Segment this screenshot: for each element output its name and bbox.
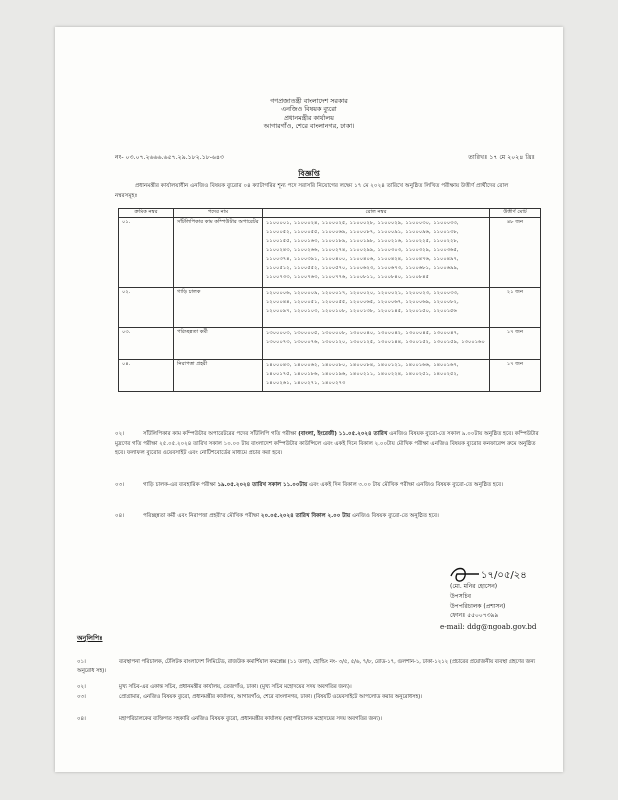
row-total: ৪৮ জন	[490, 218, 541, 288]
table-row	[119, 360, 541, 392]
instruction-paragraph-3	[115, 481, 541, 491]
paragraph-text: গাড়ি চালক-এর ব্যবহারিক পরীক্ষা	[143, 482, 218, 488]
letterhead-line-1: গণপ্রজাতন্ত্রী বাংলাদেশ সরকার	[270, 97, 348, 105]
signatory-email: e-mail: ddg@ngoab.gov.bd	[440, 622, 537, 631]
header-total: উত্তীর্ণ মোট	[490, 209, 541, 218]
notice-paper	[55, 27, 563, 772]
cc-heading: অনুলিপিঃ	[77, 634, 103, 642]
paragraph-bold-text: ১৯.০৫.২০২৪ তারিখ সকাল ১১.০০টায়	[217, 482, 308, 488]
signature-date: ১৭/০৫/২৪	[481, 570, 527, 581]
table-row	[119, 218, 541, 288]
paragraph-text: পরিচ্ছন্নতা কর্মী এবং নিরাপত্তা প্রহরী'র মৌখিক পরীক্ষা	[143, 513, 261, 519]
cc-text: মহাপরিচালকের ব্যক্তিগত সহকারি এনজিও বিষয়ক ব্যুরো, প্রধানমন্ত্রীর কার্যালয় (মহাপরিচালক মহোদয়ের সদয় অবগতির জন্য)।	[119, 716, 382, 722]
cc-number: ০৪।	[77, 716, 86, 722]
row-total: ১৭ জন	[490, 360, 541, 392]
cc-item	[77, 658, 547, 675]
cc-item	[77, 715, 547, 724]
paragraph-text-cont: এবং একই দিন বিকাল ৩.০০ টায় মৌখিক পরীক্ষা এনজিও বিষয়ক ব্যুরো-তে অনুষ্ঠিত হবে।	[307, 482, 504, 488]
row-rolls: ১২০০০০৬, ১২০০০০৯, ১২০০০১৭, ১২০০০২০, ১২০০০২১, ১২০০০২৩, ১২০০০৩৩, ১২০০০৪৪, ১২০০০৫১, ১২০০০৫৫, ১২০০০৬৫, ১২০০০৬৭, ১২০০০৬৯, ১২০০০৮২, ১২০০০৯৭, ১২০০১০৩, ১২০০১০৮, ১২০০১৩৮, ১২০০১৪৫, ১২০০১৫০, ১২০০১৫৬	[263, 288, 490, 328]
signatory-designation: উপসচিব	[450, 592, 472, 600]
cc-number: ০৩।	[77, 694, 86, 700]
cc-item	[77, 693, 547, 702]
row-serial: ০২.	[119, 288, 174, 328]
notice-title: বিজ্ঞপ্তি	[298, 169, 320, 178]
table-row	[119, 288, 541, 328]
letterhead-line-4: আগারগাঁও, শেরে বাংলানগর, ঢাকা।	[263, 122, 355, 131]
cc-text: মুখ্য সচিব-এর একান্ত সচিব, প্রধানমন্ত্রীর কার্যালয়, তেজগাঁও, ঢাকা। (মুখ্য সচিব মহোদয়ের সদয় অবগতির জন্য)।	[119, 684, 352, 690]
cc-number: ০১।	[77, 659, 86, 665]
signatory-name: (মো. মনির হোসেন)	[450, 583, 498, 590]
paragraph-bold-text: (বাংলা, ইংরেজী) ১১.০৫.২০২৪ তারিখ	[298, 431, 388, 437]
cc-number: ০২।	[77, 684, 86, 690]
letterhead	[55, 97, 563, 131]
row-rolls: ১৪০০০৪৩, ১৪০০০৬২, ১৪০০০৮০, ১৪০০০৮৪, ১৪০০১২১, ১৪০০১৬৬, ১৪০০১৬৭, ১৪০০১৭৫, ১৪০০১৮৬, ১৪০০১৯৬, ১৪০০২১১, ১৪০০২২৪, ১৪০০২৫১, ১৪০০২৫২, ১৪০০২৬১, ১৪০০২৭১, ১৪০০২৭৩	[263, 360, 490, 392]
header-serial: ক্রমিক নম্বর	[119, 209, 174, 218]
letterhead-line-2: এনজিও বিষয়ক ব্যুরো	[281, 105, 337, 114]
paragraph-number: ০২।	[115, 431, 125, 437]
paragraph-text-cont: এনজিও বিষয়ক ব্যুরো-তে অনুষ্ঠিত হবে।	[350, 513, 439, 519]
issue-date: তারিখঃ ১৭ মে ২০২৪ খ্রিঃ	[468, 154, 535, 161]
row-rolls: ১৩০০০০৩, ১৩০০০০৫, ১৩০০০০৮, ১৩০০০৪০, ১৩০০০৪২, ১৩০০০৪৫, ১৩০০০৪৭, ১৩০০০৭৩, ১৩০০০৭৬, ১৩০০১২০, ১৩০০১২৫, ১৩০০১৪৪, ১৩০০১৫২, ১৩০০১৫৯, ১৩০০১৬০	[263, 328, 490, 360]
signatory-phone: ফোনঃ ৫৫০০৭৩৯৯	[450, 612, 499, 620]
row-serial: ০৪.	[119, 360, 174, 392]
row-rolls: ১১০০০০১, ১১০০০২৪, ১১০০০২৫, ১১০০০২৮, ১১০০০২৯, ১১০০০৩০, ১১০০০৩৩, ১১০০০৫২, ১১০০০৫৫, ১১০০০৬৯, ১১০০০৮৭, ১১০০০৯১, ১১০০০৯৬, ১১০০১৩৮, ১১০০১৫৫, ১১০০১৬৩, ১১০০১৮৯, ১১০০১৯৮, ১১০০২১৬, ১১০০২২৫, ১১০০২২৮, ১১০০২৪৩, ১১০০২৬৬, ১১০০২৭৪, ১১০০২৯৯, ১১০০৩০৩, ১১০০৩২৯, ১১০০৩৬৫, ১১০০৩৭৪, ১১০০৩৯১, ১১০০৪০০, ১১০০৪০৬, ১১০০৪২৪, ১১০০৪৭৬, ১১০০৪৯৭, ১১০০৫১২, ১১০০৫৫২, ১১০০৫৭০, ১১০০৬২৩, ১১০০৬৭৩, ১১০০৬৮১, ১১০০৬৯৯, ১১০০৭৩৩, ১১০০৭৬৩, ১১০০৭৭৬, ১১০০৮১১, ১১০০৮৪০, ১১০০৮৪৫	[263, 218, 490, 288]
table-header-row	[119, 209, 541, 218]
cc-text: ব্যবস্থাপনা পরিচালক, টেলিটক বাংলাদেশ লিমিটেড, রাজউক কমার্শিয়াল কমপ্লেক্স (১১ তলা), হোল্ডিং নং- ৩/৫, ৫/৬, ৭/৮, রোড-১৭, গুলশান-১, ঢাকা-১২১২ (প্রচারের প্রয়োজনীয় ব্যবস্থা গ্রহণের জন্য অনুরোধ সহ)।	[77, 659, 536, 674]
row-total: ১৭ জন	[490, 328, 541, 360]
row-post: সাঁটলিপিকার কাম কম্পিউটার অপারেটর	[174, 218, 263, 288]
row-post: পরিচ্ছন্নতা কর্মী	[174, 328, 263, 360]
cc-text: প্রোগ্রামার, এনজিও বিষয়ক ব্যুরো, প্রধানমন্ত্রীর কার্যালয়, আগারগাঁও, শেরে বাংলানগর, ঢাকা। (বিষয়টি ওয়েবসাইটে আপলোড করার অনুরোধসহ)।	[119, 694, 423, 700]
row-serial: ০১.	[119, 218, 174, 288]
row-post: নিরাপত্তা প্রহরী	[174, 360, 263, 392]
memo-number: নং- ০৩.০৭.২৬৬৬.৬৫৭.২৯.১৮২.১৮-৬৪৩	[115, 154, 225, 161]
row-total: ২১ জন	[490, 288, 541, 328]
letterhead-line-3: প্রধানমন্ত্রীর কার্যালয়	[284, 113, 334, 122]
paragraph-bold-text: ২০.০৫.২০২৪ তারিখ বিকাল ২.০০ টায়	[260, 513, 351, 519]
paragraph-text-cont: এনজিও বিষয়ক ব্যুরো-তে সকাল ৯.০০টায় অনুষ্ঠিত হবে। কম্পিউটার মুদ্রণের গতি পরীক্ষা ২৫.০৫.২০২৪ তারিখ সকাল ১০.০০ টায় বাংলাদেশ কম্পিউটার কাউন্সিলে এবং একই দিনে বিকাল ২.০০টায় মৌখিক পরীক্ষা এনজিও বিষয়ক ব্যুরোর কনফারেন্স রুমে অনুষ্ঠিত হবে। ফলাফল ব্যুরোর ওয়েবসাইট এবং নোটিশবোর্ডের মাধ্যমে প্রচার করা হবে।	[115, 431, 539, 456]
paragraph-number: ০৪।	[115, 513, 125, 519]
header-roll: রোল নম্বর	[263, 209, 490, 218]
paragraph-number: ০৩।	[115, 482, 125, 488]
row-serial: ০৩.	[119, 328, 174, 360]
cc-item	[77, 683, 547, 692]
table-row	[119, 328, 541, 360]
instruction-paragraph-2	[115, 430, 541, 459]
intro-paragraph: প্রধানমন্ত্রীর কার্যালয়াধীন এনজিও বিষয়ক ব্যুরোর ০৪ ক্যাটাগরির শূন্য পদে সরাসরি নিয়োগের লক্ষ্যে ১৭ মে ২০২৪ তারিখে অনুষ্ঠিত লিখিত পরীক্ষায় উত্তীর্ণ প্রার্থীদের রোল নম্বরসমূহঃ	[115, 183, 509, 199]
result-table	[118, 208, 541, 392]
row-post: গাড়ি চালক	[174, 288, 263, 328]
paragraph-text: সাঁটলিপিকার কাম কম্পিউটার অপারেটরের পদের সাঁটলিপি গতি পরীক্ষা	[143, 431, 299, 437]
header-post: পদের নাম	[174, 209, 263, 218]
signatory-designation-2: উপপরিচালক (প্রশাসন)	[450, 602, 506, 610]
signatory-block	[450, 582, 505, 621]
instruction-paragraph-4	[115, 512, 541, 522]
